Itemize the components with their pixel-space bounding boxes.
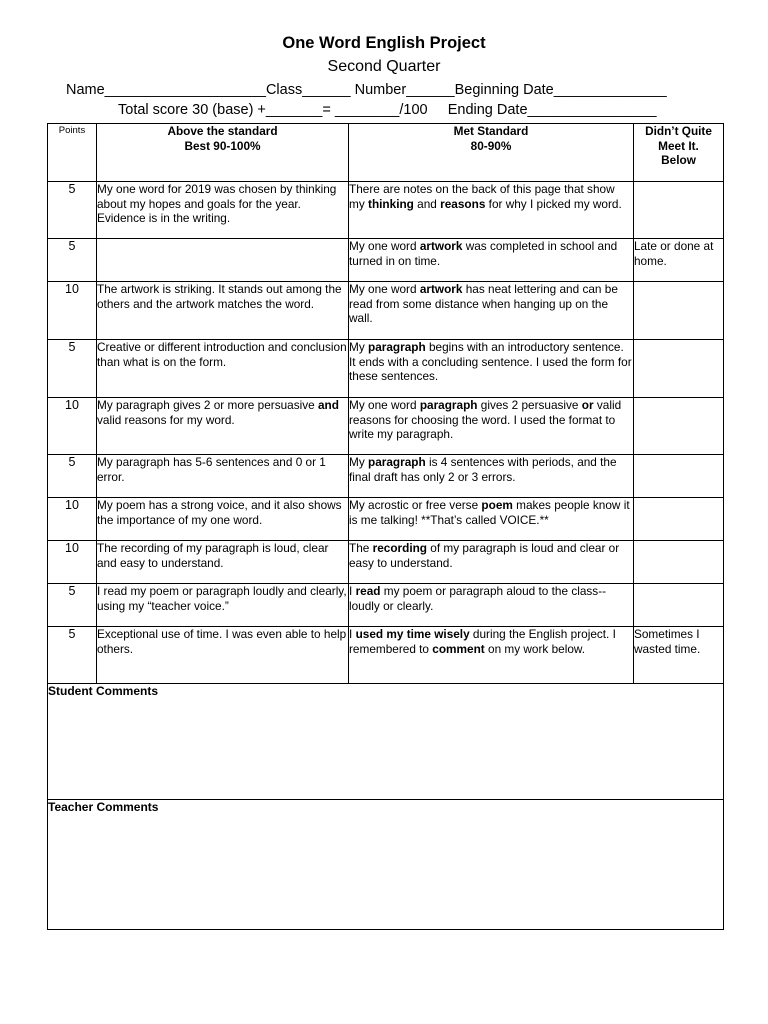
rubric-row [48,282,724,340]
rubric-table [47,123,724,930]
rubric-row [48,455,724,498]
criterion-text: There are notes on the back of this page that show my [349,182,615,211]
below-standard-cell [634,584,724,627]
above-standard-cell [97,239,349,282]
below-standard-cell [634,282,724,340]
criterion-text: My one word [349,398,420,412]
met-standard-cell [349,455,634,498]
emphasis-text: artwork [419,239,463,253]
criterion-text: My poem has a strong voice, and it also shows the importance of my one word. [97,498,342,527]
above-standard-cell [97,398,349,455]
below-standard-cell [634,455,724,498]
criterion-text: The recording of my paragraph is loud, clear and easy to understand. [97,541,329,570]
emphasis-text: and [317,398,339,412]
criterion-text: My one word [349,282,420,296]
criterion-text: Creative or different introduction and conclusion than what is on the form. [97,340,347,369]
emphasis-text: comment [432,641,485,656]
above-standard-cell [97,584,349,627]
points-cell: 5 [48,627,97,684]
emphasis-text: reasons [440,196,486,211]
criterion-text: Late or done at home. [634,239,714,268]
met-standard-header: Met Standard 80-90% [349,124,634,182]
criterion-text: of my paragraph is loud and clear or easy to understand. [349,541,620,570]
met-standard-cell [349,239,634,282]
points-cell: 5 [48,340,97,398]
above-standard-cell [97,541,349,584]
criterion-text: My [349,340,369,354]
criterion-text: I [349,584,356,598]
teacher-comments-row [48,800,724,930]
criterion-text: makes people know it is me talking! **That’s called VOICE.** [349,498,630,527]
criterion-text: My paragraph gives 2 or more persuasive [97,398,318,412]
rubric-row [48,398,724,455]
met-standard-cell [349,627,634,684]
points-cell: 5 [48,239,97,282]
below-standard-cell [634,498,724,541]
criterion-text: My paragraph has 5-6 sentences and 0 or 1 error. [97,455,326,484]
met-standard-cell [349,182,634,239]
below-standard-cell [634,541,724,584]
rubric-row [48,627,724,684]
points-cell: 10 [48,498,97,541]
below-standard-cell [634,340,724,398]
criterion-text: is 4 sentences with periods, and the final draft has only 2 or 3 errors. [349,455,617,484]
met-standard-cell [349,340,634,398]
rubric-row [48,584,724,627]
above-standard-cell [97,182,349,239]
met-standard-cell [349,498,634,541]
criterion-text: I read my poem or paragraph loudly and clearly, using my “teacher voice.” [97,584,347,613]
emphasis-text: paragraph [368,340,426,354]
above-standard-cell [97,282,349,340]
emphasis-text: poem [481,498,513,512]
above-standard-cell [97,455,349,498]
met-standard-cell [349,584,634,627]
criterion-text: was completed in school and turned in on time. [349,239,618,268]
points-cell: 5 [48,584,97,627]
student-comments-row [48,684,724,800]
header-row [48,124,724,182]
emphasis-text: used my time wisely [355,627,470,641]
emphasis-text: recording [372,541,428,555]
below-standard-cell [634,182,724,239]
criterion-text: begins with an introductory sentence. It ends with a concluding sentence. I used the form for these sentences. [349,340,632,384]
criterion-text: for why I picked my word. [485,196,622,211]
criterion-text: valid reasons for choosing the word. I used the format to write my paragraph. [349,398,622,442]
criterion-text: valid reasons for my word. [97,412,235,427]
below-standard-cell [634,239,724,282]
points-cell: 5 [48,455,97,498]
criterion-text: gives 2 persuasive [477,398,582,412]
name-class-line: Name____________________Class______ Number______Beginning Date______________ [66,82,667,98]
points-cell: 10 [48,541,97,584]
criterion-text: Sometimes I wasted time. [634,627,701,656]
above-standard-header: Above the standard Best 90-100% [97,124,349,182]
emphasis-text: artwork [419,282,463,296]
met-standard-cell [349,541,634,584]
criterion-text: My one word [349,239,420,253]
criterion-text: The artwork is striking. It stands out among the others and the artwork matches the word. [97,282,342,311]
emphasis-text: thinking [368,196,414,211]
points-header: Points [48,124,97,182]
below-standard-header: Didn’t Quite Meet It. Below [634,124,724,182]
points-cell: 5 [48,182,97,239]
emphasis-text: paragraph [419,398,478,412]
criterion-text: on my work below. [484,641,586,656]
points-cell: 10 [48,282,97,340]
rubric-row [48,239,724,282]
criterion-text: Exceptional use of time. I was even able to help others. [97,627,347,656]
criterion-text: has neat lettering and can be read from some distance when hanging up on the wall. [349,282,618,326]
criterion-text: The [349,541,373,555]
teacher-comments-label: Teacher Comments [48,800,724,930]
below-standard-cell [634,627,724,684]
criterion-text: and [413,196,441,211]
above-standard-cell [97,340,349,398]
above-standard-cell [97,627,349,684]
rubric-row [48,498,724,541]
emphasis-text: read [355,584,381,598]
rubric-row [48,541,724,584]
criterion-text: my poem or paragraph aloud to the class--loudly or clearly. [349,584,607,613]
criterion-text: I [349,627,356,641]
criterion-text: My [349,455,369,469]
below-standard-cell [634,398,724,455]
emphasis-text: or [581,398,594,412]
student-comments-label: Student Comments [48,684,724,800]
criterion-text: during the English project. I remembered to [349,627,616,656]
rubric-row [48,340,724,398]
above-standard-cell [97,498,349,541]
met-standard-cell [349,282,634,340]
points-cell: 10 [48,398,97,455]
document-subtitle: Second Quarter [327,58,441,75]
criterion-text: My one word for 2019 was chosen by thinking about my hopes and goals for the year. Evidence is in the writing. [97,182,337,226]
document-title: One Word English Project [282,34,486,52]
met-standard-cell [349,398,634,455]
emphasis-text: paragraph [368,455,426,469]
criterion-text: My acrostic or free verse [349,498,482,512]
rubric-row [48,182,724,239]
score-date-line: Total score 30 (base) +_______= ________/100 Ending Date________________ [118,102,657,118]
